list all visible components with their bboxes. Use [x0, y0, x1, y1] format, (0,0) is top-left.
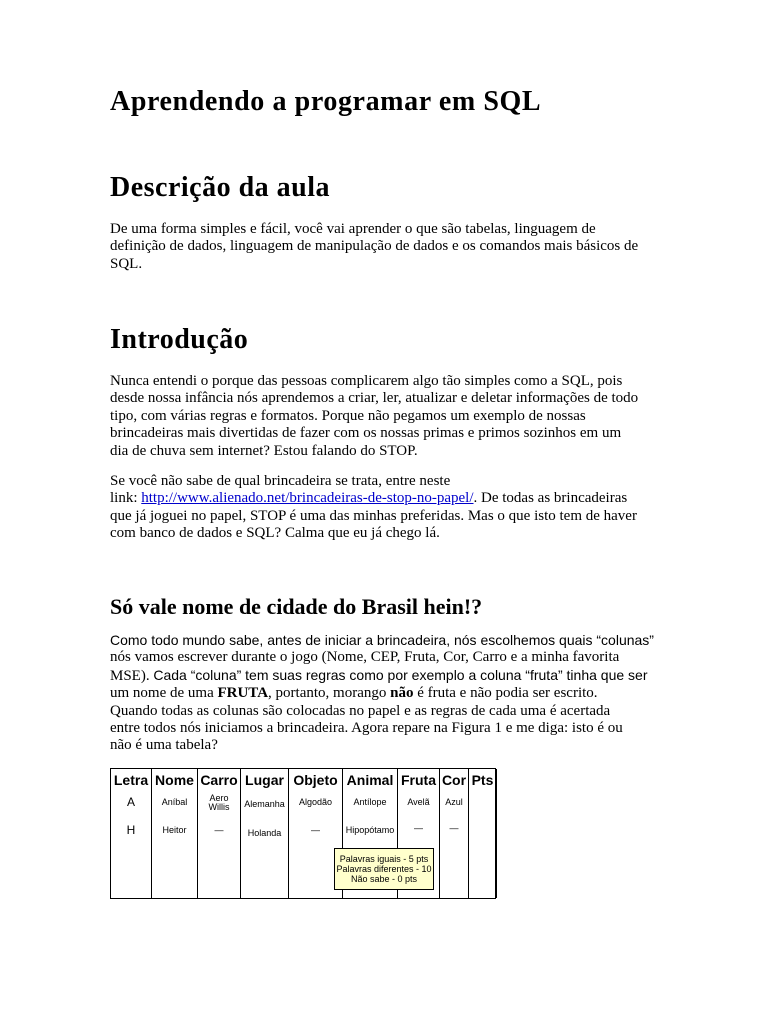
- cell-letra-2: H: [126, 823, 136, 837]
- column-nome: [152, 769, 198, 898]
- cell-lugar-1: Alemanha: [244, 799, 285, 809]
- column-cor: [440, 769, 469, 898]
- paragraph-introducao-1: Nunca entendi o porque das pessoas complicarem algo tão simples como a SQL, pois desde nossa infância nós aprendemos a criar, ler, atualizar e deletar informações de todo tipo, com várias regras e formatos. Porque não pegamos um exemplo de nossas brincadeiras mais divertidas de fazer com os nossas primas e primos sozinhos em um dia de chuva sem internet? Estou falando do STOP.: [110, 373, 639, 459]
- cell-fruta-2: —: [414, 823, 423, 833]
- page-title: Aprendendo a programar em SQL: [110, 86, 542, 117]
- stop-table-figure: [110, 768, 496, 899]
- header-fruta: Fruta: [401, 772, 436, 788]
- cell-objeto-1: Algodão: [298, 797, 333, 807]
- header-nome: Nome: [155, 772, 194, 788]
- cell-nome-2: Heitor: [162, 825, 187, 835]
- cell-letra-1: A: [126, 795, 135, 809]
- heading-introducao: Introdução: [110, 324, 249, 355]
- heading-brasil: Só vale nome de cidade do Brasil hein!?: [110, 594, 483, 619]
- cell-cor-2: —: [449, 823, 459, 833]
- paragraph-introducao-2: Se você não sabe de qual brincadeira se trata, entre neste link: http://www.alienado.net/brincadeiras-de-stop-no-papel/. De todas as brincadeiras que já joguei no papel, STOP é uma das minhas preferidas. Mas o que isto tem de haver com banco de dados e SQL? Calma que eu já chego lá.: [110, 473, 637, 542]
- column-letra: [111, 769, 152, 898]
- header-carro: Carro: [200, 772, 238, 788]
- header-pts: Pts: [471, 772, 494, 788]
- cell-fruta-1: Avelã: [407, 797, 430, 807]
- cell-carro-1a: Aero: [209, 793, 229, 803]
- cell-lugar-2: Holanda: [247, 828, 282, 838]
- heading-descricao: Descrição da aula: [110, 172, 331, 203]
- scoring-note: Palavras iguais - 5 pts Palavras diferentes - 10 Não sabe - 0 pts: [334, 848, 434, 890]
- paragraph-brasil: Como todo mundo sabe, antes de iniciar a brincadeira, nós escolhemos quais “colunas” nós vamos escrever durante o jogo (Nome, CEP, Fruta, Cor, Carro e a minha favorita MSE). Cada “coluna” tem suas regras como por exemplo a coluna “fruta” tinha que ser um nome de uma FRUTA, portanto, morango não é fruta e não podia ser escrito. Quando todas as colunas são colocadas no papel e as regras de cada uma é acertada entre todos nós iniciamos a brincadeira. Agora repare na Figura 1 e me diga: isto é ou não é uma tabela?: [110, 632, 654, 754]
- header-cor: Cor: [441, 772, 467, 788]
- cell-nome-1: Aníbal: [161, 797, 188, 807]
- column-pts: [469, 769, 497, 898]
- cell-carro-2: —: [214, 825, 224, 835]
- header-objeto: Objeto: [293, 772, 338, 788]
- header-animal: Animal: [346, 772, 394, 788]
- cell-animal-2: Hipopótamo: [345, 825, 395, 835]
- cell-carro-1b: Willis: [208, 802, 230, 812]
- header-lugar: Lugar: [245, 772, 284, 788]
- paragraph-descricao: De uma forma simples e fácil, você vai aprender o que são tabelas, linguagem de definição de dados, linguagem de manipulação de dados e os comandos mais básicos de SQL.: [110, 221, 639, 272]
- header-letra: Letra: [113, 772, 149, 788]
- column-carro: [198, 769, 241, 898]
- cell-animal-1: Antílope: [353, 797, 387, 807]
- cell-cor-1: Azul: [445, 797, 463, 807]
- stop-game-link[interactable]: http://www.alienado.net/brincadeiras-de-stop-no-papel/: [141, 490, 474, 507]
- cell-objeto-2: —: [311, 825, 320, 835]
- column-lugar: [241, 769, 289, 898]
